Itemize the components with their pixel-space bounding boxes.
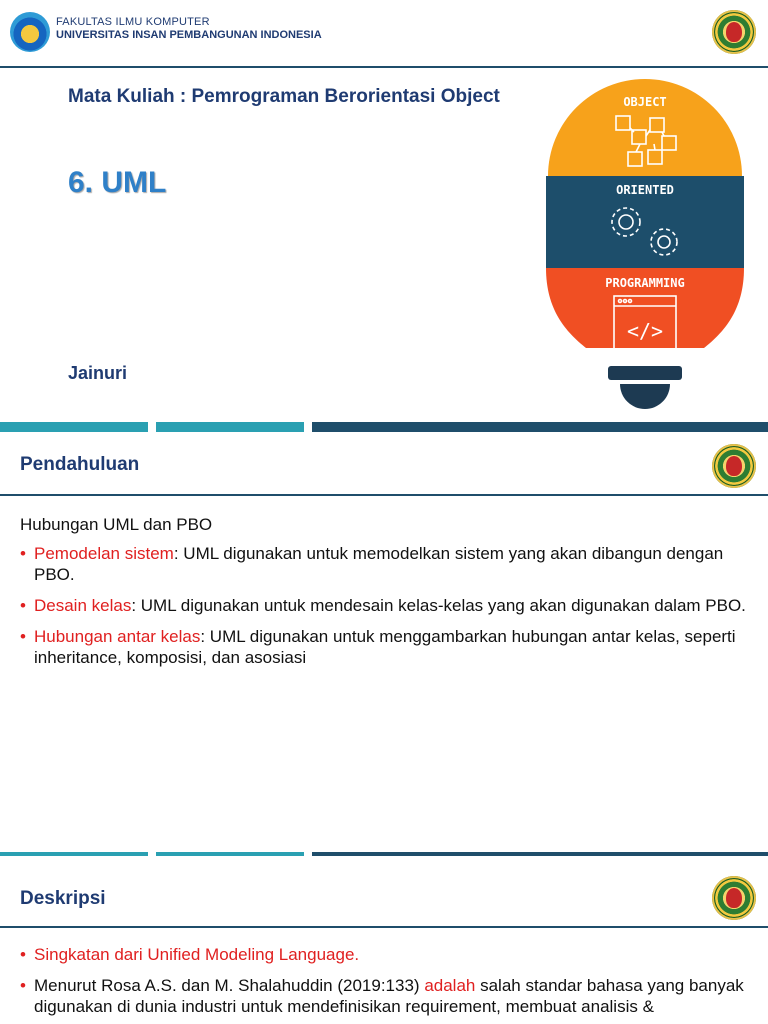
bullet-term: Hubungan antar kelas <box>34 627 201 646</box>
faculty-name: FAKULTAS ILMU KOMPUTER <box>56 16 210 28</box>
bulb-top-section <box>548 79 742 176</box>
bullet-term: Desain kelas <box>34 596 132 615</box>
bullet-list <box>20 944 750 1017</box>
bulb-label-programming: PROGRAMMING <box>605 276 685 290</box>
header-divider <box>0 494 768 496</box>
bullet-term: adalah <box>424 976 476 995</box>
bulb-base-cap <box>620 384 670 409</box>
bullet-term: Pemodelan sistem <box>34 544 174 563</box>
bullet-text: : UML digunakan untuk menggambarkan hubungan antar kelas, seperti inheritance, komposisi, dan asosiasi <box>34 627 736 667</box>
university-seal-icon <box>712 10 756 54</box>
header-divider <box>0 926 768 928</box>
slide-body <box>20 944 750 1024</box>
bullet-text: salah standar bahasa yang banyak digunakan di dunia industri untuk mendefinisikan requirement, membuat analisis & <box>34 976 744 1016</box>
university-seal-icon <box>712 876 756 920</box>
author-name: Jainuri <box>68 363 128 383</box>
bullet-text: Menurut Rosa A.S. dan M. Shalahuddin (2019:133) <box>34 976 425 995</box>
footer-bars <box>0 422 768 432</box>
list-item <box>20 595 750 616</box>
bulb-label-object: OBJECT <box>623 95 667 109</box>
university-logo <box>10 12 50 52</box>
list-item: • Singkatan dari Unified Modeling Language. <box>20 944 750 965</box>
bulb-label-oriented: ORIENTED <box>616 183 674 197</box>
oop-lightbulb-illustration <box>540 70 750 415</box>
bullet-list <box>20 543 750 668</box>
header-divider <box>0 66 768 68</box>
list-item <box>20 975 750 1017</box>
bulb-base-ring <box>608 366 682 380</box>
deskripsi-slide <box>0 856 768 1024</box>
slide-body <box>20 514 750 678</box>
pendahuluan-slide <box>0 432 768 856</box>
slide-title: Pendahuluan <box>20 454 140 475</box>
bullet-text: : UML digunakan untuk memodelkan sistem yang akan dibangun dengan PBO. <box>34 544 724 584</box>
slide-title: Deskripsi <box>20 888 106 909</box>
bullet-text: : UML digunakan untuk mendesain kelas-kelas yang akan digunakan dalam PBO. <box>131 596 746 615</box>
code-glyph: </> <box>626 319 664 343</box>
slide-title: 6. UML <box>68 166 167 199</box>
lead-text: Hubungan UML dan PBO <box>20 515 213 534</box>
university-seal-icon <box>712 444 756 488</box>
course-name: Mata Kuliah : Pemrograman Berorientasi Object <box>68 86 500 107</box>
title-slide <box>0 0 768 432</box>
list-item <box>20 626 750 668</box>
university-name: UNIVERSITAS INSAN PEMBANGUNAN INDONESIA <box>56 29 322 41</box>
list-item <box>20 543 750 585</box>
